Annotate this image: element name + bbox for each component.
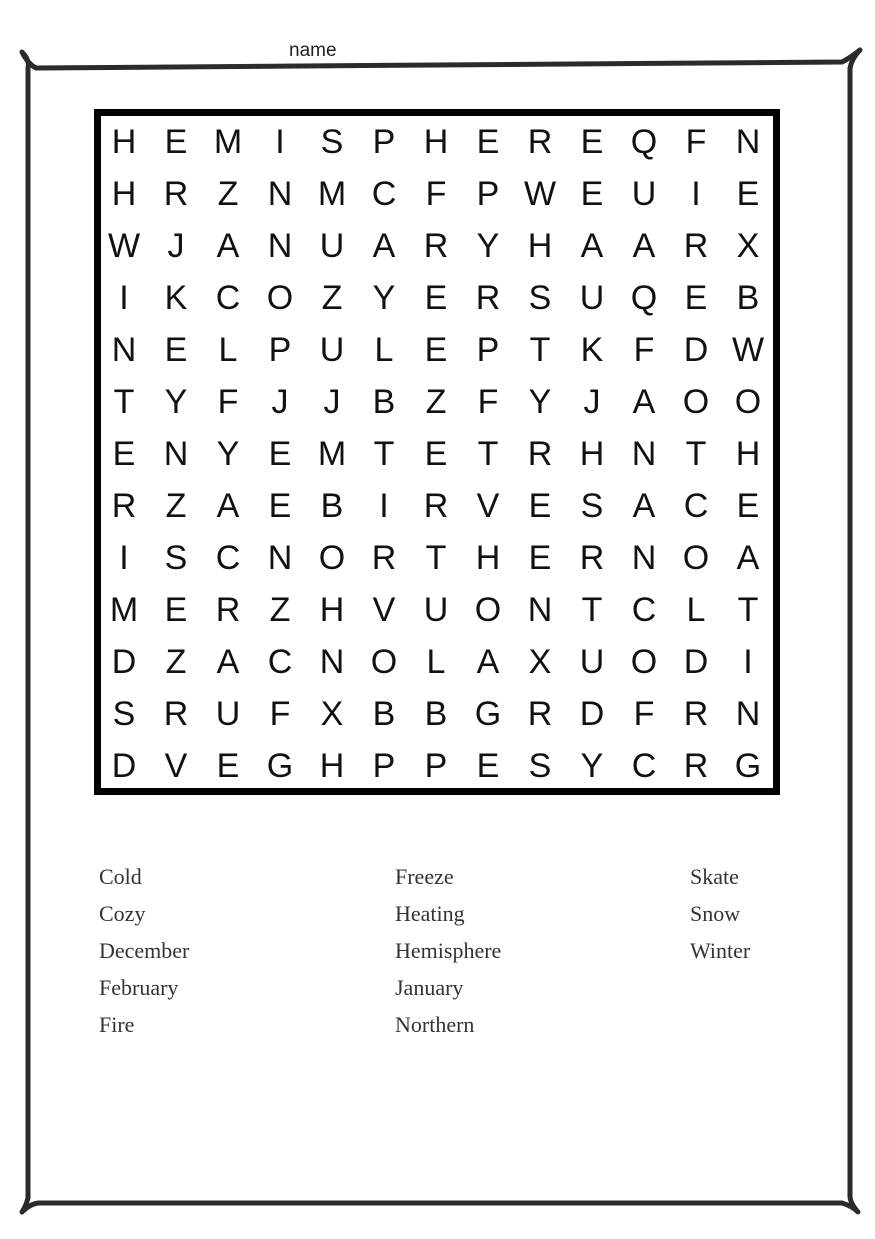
grid-letter[interactable]: K [580,330,604,369]
grid-letter[interactable]: N [111,330,137,369]
grid-letter[interactable]: D [111,642,137,681]
grid-letter[interactable]: S [112,694,136,733]
grid-letter[interactable]: E [684,278,708,317]
grid-letter[interactable]: U [319,330,345,369]
grid-letter[interactable]: X [736,226,760,265]
grid-letter[interactable]: R [475,278,501,317]
grid-letter[interactable]: R [423,486,449,525]
grid-letter[interactable]: C [683,486,709,525]
grid-letter[interactable]: Y [216,434,240,473]
word-list-item: Fire [99,1012,135,1037]
grid-letter[interactable]: H [475,538,501,577]
word-list-column [99,862,189,1047]
grid-letter[interactable]: Z [165,642,187,681]
grid-letter[interactable]: S [580,486,604,525]
grid-letter[interactable]: E [528,486,552,525]
grid-letter[interactable]: H [111,174,137,213]
grid-letter[interactable]: M [317,174,347,213]
grid-letter[interactable]: A [216,226,240,265]
grid-letter[interactable]: I [275,122,285,161]
grid-letter[interactable]: S [164,538,188,577]
grid-letter[interactable]: T [685,434,707,473]
grid-letter[interactable]: D [579,694,605,733]
grid-letter[interactable]: V [476,486,500,525]
grid-letter[interactable]: U [215,694,241,733]
grid-letter[interactable]: N [319,642,345,681]
grid-letter[interactable]: L [426,642,446,681]
grid-letter[interactable]: E [424,434,448,473]
grid-letter[interactable]: R [683,746,709,785]
grid-letter[interactable]: E [164,122,188,161]
grid-letter[interactable]: H [527,226,553,265]
grid-letter[interactable]: A [632,382,656,421]
grid-letter[interactable]: H [319,746,345,785]
grid-letter[interactable]: S [528,278,552,317]
grid-letter[interactable]: D [683,642,709,681]
grid-letter[interactable]: A [216,642,240,681]
grid-letter[interactable]: C [267,642,293,681]
grid-letter[interactable]: E [112,434,136,473]
grid-letter[interactable]: U [423,590,449,629]
word-search-grid [98,116,774,792]
grid-letter[interactable]: P [476,174,500,213]
grid-letter[interactable]: W [523,174,557,213]
grid-letter[interactable]: L [374,330,394,369]
grid-letter[interactable]: Y [164,382,188,421]
grid-letter[interactable]: E [736,174,760,213]
grid-letter[interactable]: I [743,642,753,681]
grid-letter[interactable]: R [683,694,709,733]
grid-letter[interactable]: E [216,746,240,785]
grid-letter[interactable]: B [320,486,344,525]
grid-letter[interactable]: N [163,434,189,473]
grid-letter[interactable]: Z [217,174,239,213]
grid-letter[interactable]: W [731,330,765,369]
grid-letter[interactable]: G [266,746,294,785]
grid-letter[interactable]: H [319,590,345,629]
grid-letter[interactable]: Z [321,278,343,317]
grid-letter[interactable]: O [682,382,710,421]
grid-letter[interactable]: A [372,226,396,265]
grid-letter[interactable]: Z [165,486,187,525]
grid-letter[interactable]: M [213,122,243,161]
grid-letter[interactable]: R [423,226,449,265]
grid-letter[interactable]: E [736,486,760,525]
grid-letter[interactable]: I [119,278,129,317]
grid-letter[interactable]: O [630,642,658,681]
grid-letter[interactable]: L [218,330,238,369]
grid-letter[interactable]: I [379,486,389,525]
grid-letter[interactable]: H [579,434,605,473]
grid-letter[interactable]: A [632,486,656,525]
grid-letter[interactable]: O [318,538,346,577]
word-list-item: Northern [395,1012,475,1037]
word-list-item: December [99,938,190,963]
grid-letter[interactable]: N [631,434,657,473]
word-list-item: Snow [690,901,741,926]
word-list-item: Hemisphere [395,938,502,963]
grid-letter[interactable]: J [323,382,341,421]
grid-letter[interactable]: R [683,226,709,265]
grid-letter[interactable]: B [736,278,760,317]
word-list-item: February [99,975,179,1000]
grid-letter[interactable]: T [425,538,447,577]
grid-letter[interactable]: V [372,590,396,629]
grid-letter[interactable]: C [215,278,241,317]
grid-letter[interactable]: K [164,278,188,317]
grid-letter[interactable]: R [527,694,553,733]
grid-letter[interactable]: T [477,434,499,473]
grid-letter[interactable]: O [370,642,398,681]
grid-letter[interactable]: F [477,382,499,421]
grid-letter[interactable]: F [633,694,655,733]
grid-letter[interactable]: X [528,642,552,681]
grid-letter[interactable]: R [371,538,397,577]
grid-letter[interactable]: R [579,538,605,577]
grid-letter[interactable]: B [424,694,448,733]
grid-letter[interactable]: B [372,694,396,733]
word-list-column [690,862,750,973]
grid-letter[interactable]: F [425,174,447,213]
grid-letter[interactable]: A [580,226,604,265]
grid-letter[interactable]: W [107,226,141,265]
grid-letter[interactable]: X [320,694,344,733]
grid-letter[interactable]: B [372,382,396,421]
grid-letter[interactable]: E [528,538,552,577]
grid-letter[interactable]: P [476,330,500,369]
grid-letter[interactable]: R [527,122,553,161]
grid-letter[interactable]: M [317,434,347,473]
grid-letter[interactable]: R [215,590,241,629]
grid-letter[interactable]: Z [269,590,291,629]
grid-letter[interactable]: E [580,174,604,213]
grid-letter[interactable]: O [734,382,762,421]
grid-letter[interactable]: O [266,278,294,317]
grid-letter[interactable]: Z [425,382,447,421]
grid-letter[interactable]: U [579,642,605,681]
grid-letter[interactable]: T [373,434,395,473]
grid-letter[interactable]: E [476,746,500,785]
word-list-item: Heating [395,901,465,926]
grid-letter[interactable]: T [737,590,759,629]
grid-letter[interactable]: Y [372,278,396,317]
grid-letter[interactable]: O [682,538,710,577]
grid-letter[interactable]: S [320,122,344,161]
grid-letter[interactable]: J [167,226,185,265]
grid-letter[interactable]: C [371,174,397,213]
grid-letter[interactable]: Y [580,746,604,785]
grid-letter[interactable]: A [476,642,500,681]
grid-letter[interactable]: I [691,174,701,213]
grid-letter[interactable]: E [424,330,448,369]
grid-letter[interactable]: D [111,746,137,785]
grid-letter[interactable]: C [215,538,241,577]
grid-letter[interactable]: H [423,122,449,161]
grid-letter[interactable]: A [216,486,240,525]
grid-letter[interactable]: N [527,590,553,629]
grid-letter[interactable]: H [111,122,137,161]
grid-letter[interactable]: E [268,486,292,525]
grid-letter[interactable]: U [579,278,605,317]
grid-letter[interactable]: J [583,382,601,421]
grid-letter[interactable]: R [163,174,189,213]
name-label: name [289,40,337,61]
grid-letter[interactable]: E [268,434,292,473]
grid-letter[interactable]: P [424,746,448,785]
grid-letter[interactable]: U [319,226,345,265]
grid-letter[interactable]: E [476,122,500,161]
grid-letter[interactable]: F [269,694,291,733]
grid-letter[interactable]: P [372,746,396,785]
grid-letter[interactable]: T [581,590,603,629]
grid-letter[interactable]: U [631,174,657,213]
grid-letter[interactable]: P [372,122,396,161]
word-list-item: Skate [690,864,739,889]
word-list-item: Cozy [99,901,146,926]
grid-letter[interactable]: F [633,330,655,369]
grid-letter[interactable]: I [119,538,129,577]
grid-letter[interactable]: T [113,382,135,421]
grid-letter[interactable]: V [164,746,188,785]
grid-letter[interactable]: R [111,486,137,525]
grid-letter[interactable]: E [164,330,188,369]
grid-letter[interactable]: S [528,746,552,785]
grid-letter[interactable]: M [109,590,139,629]
grid-letter[interactable]: R [163,694,189,733]
grid-letter[interactable]: A [632,226,656,265]
word-list-item: January [395,975,464,1000]
grid-letter[interactable]: D [683,330,709,369]
word-list-column [395,862,501,1047]
grid-letter[interactable]: N [267,538,293,577]
grid-letter[interactable]: C [631,590,657,629]
grid-letter[interactable]: L [686,590,706,629]
grid-letter[interactable]: N [735,122,761,161]
grid-letter[interactable]: Q [630,278,658,317]
grid-letter[interactable]: N [267,174,293,213]
grid-letter[interactable]: G [734,746,762,785]
grid-letter[interactable]: Q [630,122,658,161]
grid-letter[interactable]: A [736,538,760,577]
grid-letter[interactable]: R [527,434,553,473]
grid-letter[interactable]: N [735,694,761,733]
grid-letter[interactable]: P [268,330,292,369]
grid-letter[interactable]: F [217,382,239,421]
grid-letter[interactable]: Y [476,226,500,265]
grid-letter[interactable]: E [580,122,604,161]
word-list-item: Winter [690,938,751,963]
grid-letter[interactable]: Y [528,382,552,421]
grid-letter[interactable]: E [164,590,188,629]
grid-letter[interactable]: N [267,226,293,265]
grid-letter[interactable]: O [474,590,502,629]
grid-letter[interactable]: E [424,278,448,317]
grid-letter[interactable]: F [685,122,707,161]
grid-letter[interactable]: J [271,382,289,421]
grid-letter[interactable]: H [735,434,761,473]
grid-letter[interactable]: C [631,746,657,785]
word-list-item: Cold [99,864,142,889]
grid-letter[interactable]: N [631,538,657,577]
grid-letter[interactable]: G [474,694,502,733]
word-list-item: Freeze [395,864,454,889]
grid-letter[interactable]: T [529,330,551,369]
